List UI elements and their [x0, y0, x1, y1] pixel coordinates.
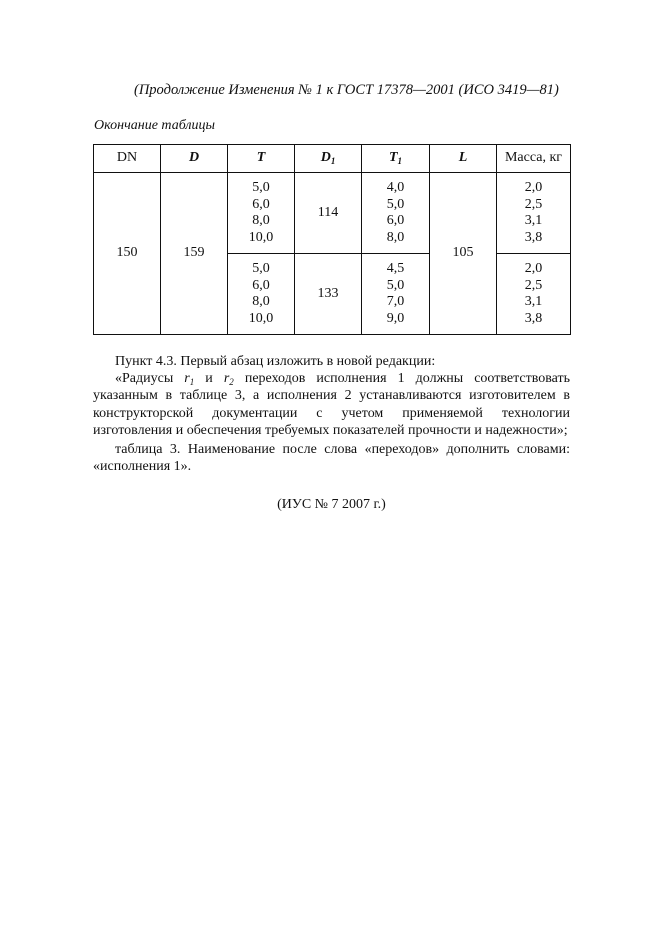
cell-d: 159 [161, 173, 228, 335]
cell-value: 3,8 [524, 229, 543, 245]
col-header-d: D [161, 145, 228, 173]
col-header-t1 [362, 145, 430, 173]
paragraph-radii [93, 370, 570, 439]
cell-value: 10,0 [248, 310, 274, 326]
cell-mass-group-1 [497, 173, 571, 254]
cell-value: 3,8 [524, 310, 543, 326]
col-header-mass: Масса, кг [497, 145, 571, 173]
cell-value: 5,0 [252, 180, 270, 195]
var-r1-sub: 1 [189, 377, 195, 388]
cell-value: 5,0 [386, 196, 405, 212]
cell-value: 8,0 [252, 213, 270, 228]
col-header-l: L [430, 145, 497, 173]
col-header-d1-sub: 1 [330, 156, 336, 167]
text-segment: и [194, 371, 224, 387]
cell-value: 4,5 [386, 261, 405, 276]
cell-value: 8,0 [252, 294, 270, 309]
paragraph-clause: Пункт 4.3. Первый абзац изложить в новой редакции: [115, 354, 436, 369]
col-header-dn: DN [94, 145, 161, 173]
col-header-d1-base: D [320, 150, 331, 166]
source-reference: (ИУС № 7 2007 г.) [277, 497, 386, 512]
cell-value: 9,0 [386, 310, 405, 326]
cell-value: 3,1 [524, 213, 543, 228]
cell-t1-group-2 [362, 254, 430, 335]
document-header: (Продолжение Изменения № 1 к ГОСТ 17378—2001 (ИСО 3419—81) [134, 82, 559, 98]
cell-value: 6,0 [386, 213, 405, 228]
cell-value: 6,0 [252, 196, 270, 212]
cell-d1-group-2: 133 [295, 254, 362, 335]
col-header-t: T [228, 145, 295, 173]
spec-table [93, 144, 571, 335]
cell-l: 105 [430, 173, 497, 335]
cell-mass-group-2 [497, 254, 571, 335]
table-header-row [94, 145, 571, 173]
cell-value: 3,1 [524, 294, 543, 309]
col-header-t1-base: T [388, 150, 398, 166]
cell-d1-group-1: 114 [295, 173, 362, 254]
amendment-text [93, 353, 570, 475]
cell-value: 6,0 [252, 277, 270, 293]
cell-dn: 150 [94, 173, 161, 335]
text-segment: «Радиусы [115, 371, 185, 387]
col-header-t1-sub: 1 [397, 156, 403, 167]
var-r2 [224, 371, 234, 386]
cell-value: 2,5 [524, 277, 543, 293]
var-r2-base: r [223, 371, 230, 387]
cell-value: 2,0 [524, 180, 543, 195]
var-r2-sub: 2 [229, 377, 234, 388]
cell-t-group-1 [228, 173, 295, 254]
cell-t1-group-1 [362, 173, 430, 254]
cell-value: 8,0 [386, 229, 405, 245]
cell-value: 2,5 [524, 196, 543, 212]
cell-t-group-2 [228, 254, 295, 335]
var-r1-base: r [184, 371, 190, 387]
text-segment: переходов исполнения 1 должны соответствовать указанным в таблице 3, а исполнения 2 устанавливаются изготовителем в конструкторской документации с учетом применяемой технологии изготовления и обеспечения требуемых показателей прочности и надежности»; [93, 371, 570, 438]
table-row [94, 173, 571, 254]
var-r1 [184, 371, 194, 386]
col-header-d1 [295, 145, 362, 173]
cell-value: 2,0 [524, 261, 543, 276]
paragraph-table3: таблица 3. Наименование после слова «переходов» дополнить словами: «исполнения 1». [93, 442, 570, 475]
cell-value: 4,0 [386, 180, 405, 195]
cell-value: 5,0 [386, 277, 405, 293]
cell-value: 7,0 [386, 294, 405, 309]
table-caption: Окончание таблицы [94, 118, 215, 133]
cell-value: 5,0 [252, 261, 270, 276]
cell-value: 10,0 [248, 229, 274, 245]
